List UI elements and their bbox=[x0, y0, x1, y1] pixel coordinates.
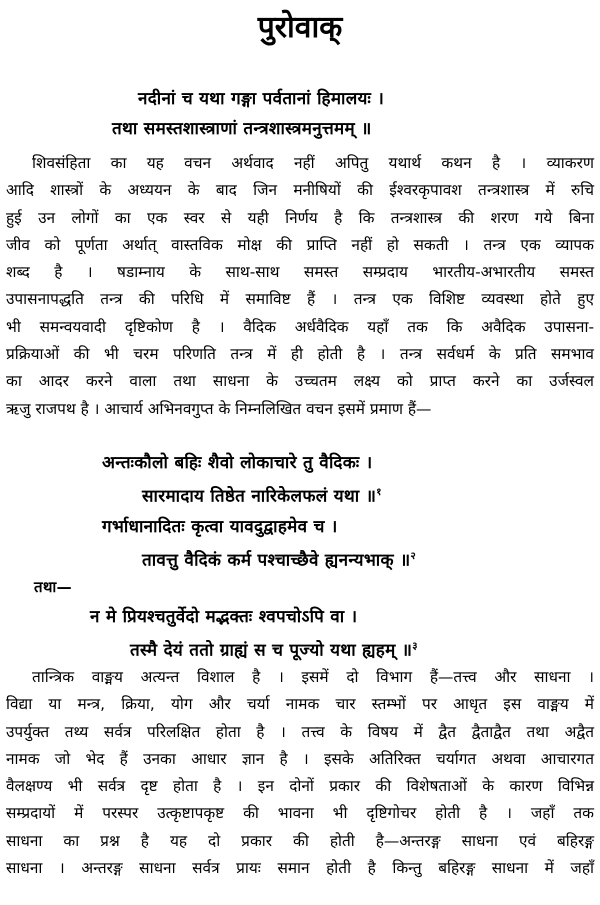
paragraph-line: हुई उन लोगों का एक स्वर से यही निर्णय है कि तन्त्रशास्त्र की शरण गये बिना bbox=[6, 208, 594, 227]
verse-text: सारमादाय तिष्ठेत नारिकेलफलं यथा ॥ bbox=[142, 486, 377, 507]
paragraph-line: उपर्युक्त तथ्य सर्वत्र परिलक्षित होता है । तत्त्व के विषय में द्वैत द्वैताद्वैत तथा अद्वैत bbox=[6, 722, 594, 741]
verse-text: तस्मै देयं ततो ग्राह्यं स च पूज्यो यथा ह्यहम् ॥ bbox=[130, 640, 413, 661]
paragraph-line: ऋजु राजपथ है । आचार्य अभिनवगुप्त के निम्नलिखित वचन इसमें प्रमाण हैं— bbox=[6, 399, 432, 418]
verse-line bbox=[0, 632, 600, 666]
paragraph-intro bbox=[6, 150, 594, 423]
paragraph-line: साधना । अन्तरङ्ग साधना सर्वत्र प्रायः समान होती है किन्तु बहिरङ्ग साधना में जहाँ bbox=[6, 859, 594, 878]
paragraph-tantric-literature bbox=[6, 664, 594, 882]
paragraph-line: नामक जो भेद हैं उनका आधार ज्ञान है । इसके अतिरिक्त चर्यागत अथवा आचारगत bbox=[6, 749, 594, 768]
verse-line bbox=[0, 542, 600, 576]
verse-line: नदीनां च यथा गङ्गा पर्वतानां हिमालयः । bbox=[138, 89, 385, 109]
verse-line: गर्भाधानादितः कृत्वा यावदुद्वाहमेव च । bbox=[102, 516, 338, 537]
verse-line: अन्तःकौलो बहिः शैवो लोकाचारे तु वैदिकः । bbox=[102, 453, 373, 473]
abhinavagupta-verse bbox=[0, 448, 600, 575]
verse-line: तथा समस्तशास्त्राणां तन्त्रशास्त्रमनुत्तमम् ॥ bbox=[112, 119, 372, 139]
paragraph-line: शिवसंहिता का यह वचन अर्थवाद नहीं अपितु यथार्थ कथन है । व्याकरण bbox=[32, 154, 594, 172]
verse-line: न मे प्रियश्चतुर्वेदो मद्भक्तः श्वपचोऽपि वा । bbox=[90, 607, 358, 627]
page-title: पुरोवाक् bbox=[257, 10, 343, 45]
footnote-mark: १ bbox=[376, 487, 382, 498]
paragraph-line: शब्द है । षडाम्नाय के साथ-साथ समस्त सम्प्रदाय भारतीय-अभारतीय समस्त bbox=[6, 263, 594, 282]
paragraph-line: जीव को पूर्णता अर्थात् वास्तविक मोक्ष की प्राप्ति नहीं हो सकती । तन्त्र एक व्यापक bbox=[6, 235, 594, 254]
verse-text: तावत्तु वैदिकं कर्म पश्चाच्छैवे ह्यनन्यभाक् ॥ bbox=[142, 550, 411, 571]
paragraph-line: आदि शास्त्रों के अध्ययन के बाद जिन मनीषियों की ईश्वरकृपावश तन्त्रशास्त्र में रुचि bbox=[6, 181, 594, 200]
tatha-label-block bbox=[0, 572, 600, 602]
paragraph-line: विद्या या मन्त्र, क्रिया, योग और चर्या नामक चार स्तम्भों पर आधृत इस वाङ्मय में bbox=[6, 695, 594, 714]
footnote-mark: ३ bbox=[412, 641, 418, 652]
footnote-mark: २ bbox=[410, 550, 417, 562]
verse-line bbox=[0, 478, 600, 512]
paragraph-line: भी समन्वयवादी दृष्टिकोण है । वैदिक अर्धवैदिक यहाँ तक कि अवैदिक उपासना- bbox=[6, 317, 594, 336]
gita-verse bbox=[0, 602, 600, 666]
paragraph-line: का आदर करने वाला तथा साधना के उच्चतम लक्ष्य को प्राप्त करने का उर्जस्वल bbox=[6, 372, 594, 391]
tatha-label: तथा— bbox=[34, 578, 72, 596]
paragraph-line: प्रक्रियाओं की भी चरम परिणति तन्त्र में ही होती है । तन्त्र सर्वधर्म के प्रति समभाव bbox=[6, 345, 594, 364]
paragraph-line: उपासनापद्धति तन्त्र की परिधि में समाविष्ट हैं । तन्त्र एक विशिष्ट व्यवस्था होते हुए bbox=[6, 290, 594, 309]
paragraph-line: साधना का प्रश्न है यह दो प्रकार की होती है—अन्तरङ्ग साधना एवं बहिरङ्ग bbox=[6, 831, 594, 850]
paragraph-line: सम्प्रदायों में परस्पर उत्कृष्टापकृष्ट की भावना भी दृष्टिगोचर होती है । जहाँ तक bbox=[6, 804, 594, 823]
paragraph-line: वैलक्षण्य भी सर्वत्र दृष्ट होता है । इन दोनों प्रकार की विशेषताओं के कारण विभिन्न bbox=[6, 777, 594, 796]
paragraph-line: तान्त्रिक वाङ्मय अत्यन्त विशाल है । इसमें दो विभाग हैं—तत्त्व और साधना । bbox=[32, 668, 594, 686]
opening-verse bbox=[0, 84, 600, 144]
